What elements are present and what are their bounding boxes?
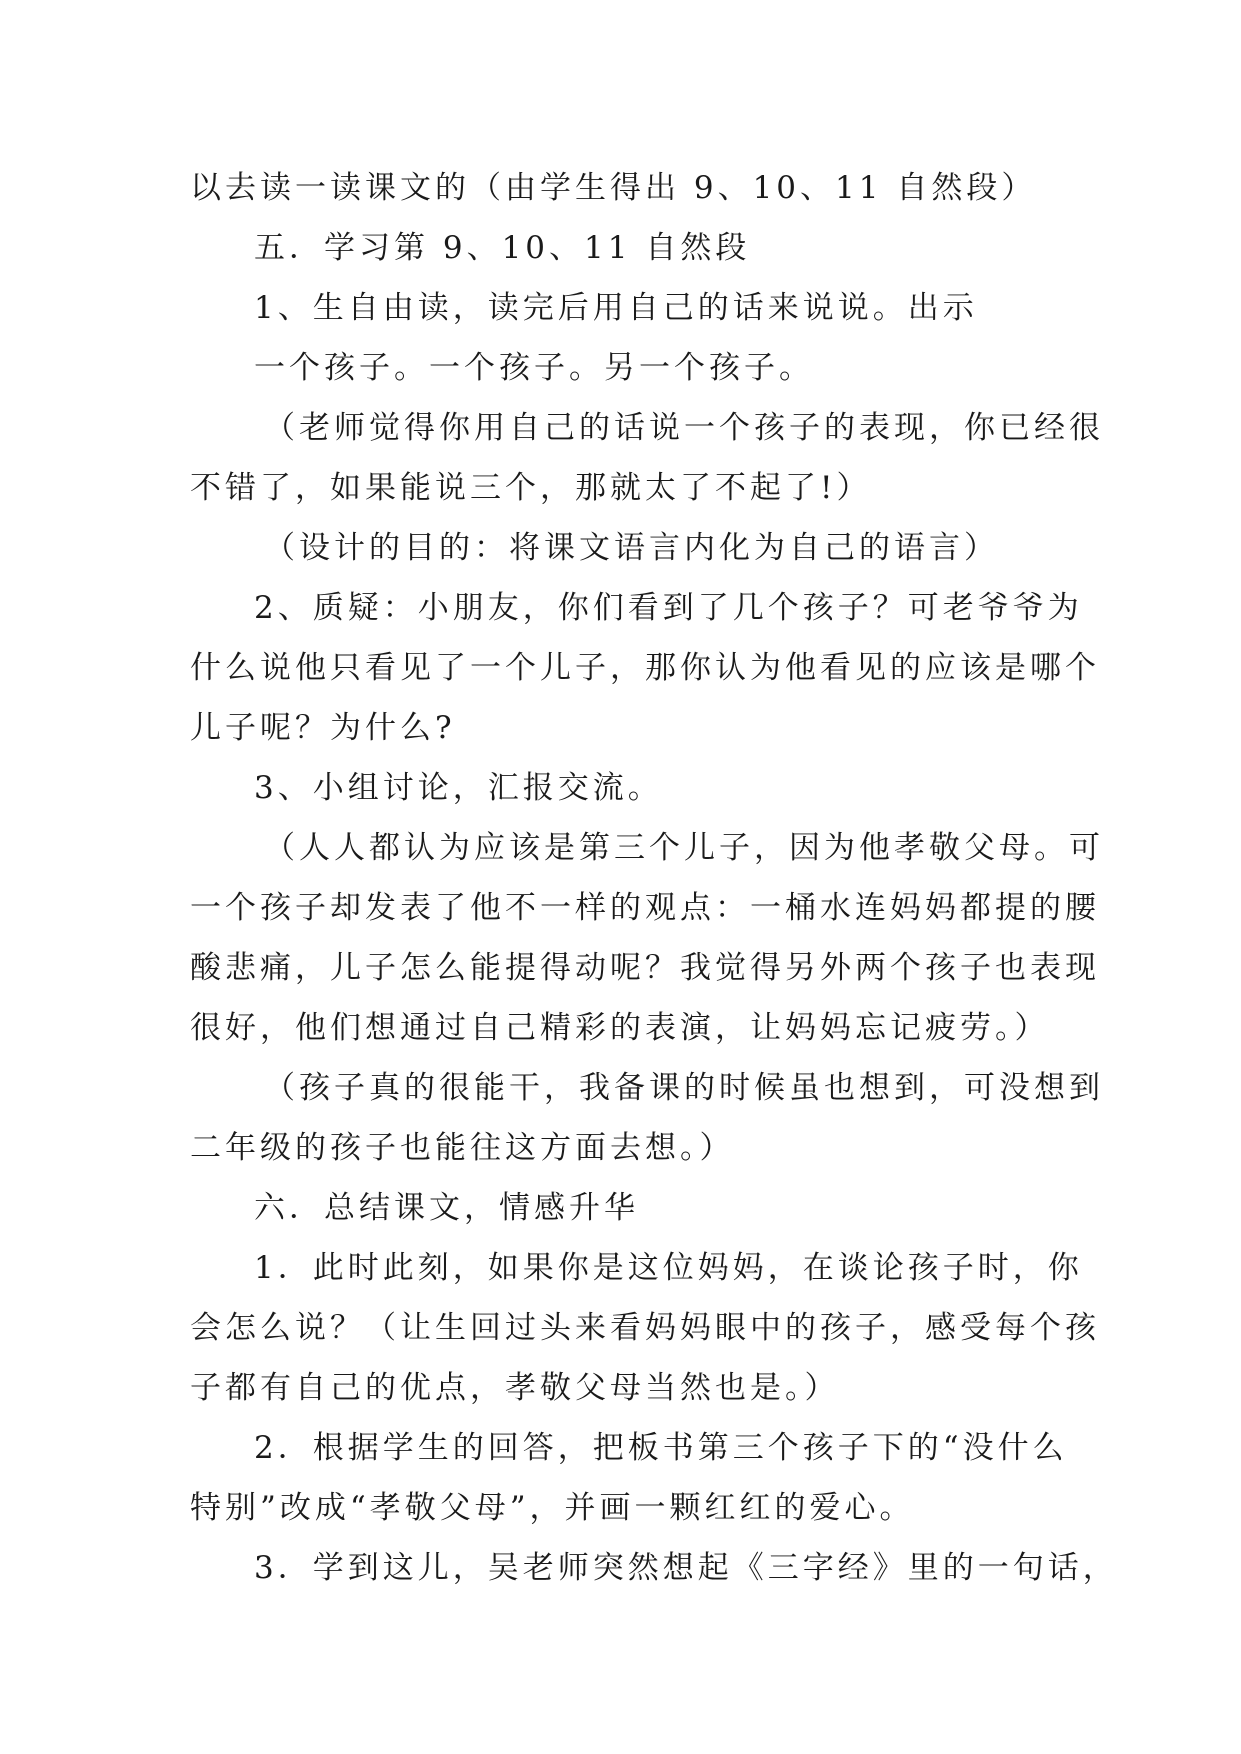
text-line: 很好，他们想通过自己精彩的表演，让妈妈忘记疲劳。） (190, 1010, 1050, 1046)
text-line: 以去读一读课文的（由学生得出 9、10、11 自然段） (190, 170, 1037, 206)
text-line: 一个孩子却发表了他不一样的观点：一桶水连妈妈都提的腰 (190, 890, 1100, 926)
text-line: 特别”改成“孝敬父母”，并画一颗红红的爱心。 (190, 1490, 915, 1526)
text-line: 3．学到这儿，吴老师突然想起《三字经》里的一句话， (254, 1550, 1118, 1586)
text-line: （人人都认为应该是第三个儿子，因为他孝敬父母。可 (264, 830, 1104, 866)
text-line: （老师觉得你用自己的话说一个孩子的表现，你已经很 (264, 410, 1104, 446)
text-line: （孩子真的很能干，我备课的时候虽也想到，可没想到 (264, 1070, 1104, 1106)
section-heading: 六．总结课文，情感升华 (254, 1190, 639, 1226)
text-line: 会怎么说？（让生回过头来看妈妈眼中的孩子，感受每个孩 (190, 1310, 1100, 1346)
text-line: 2、质疑：小朋友，你们看到了几个孩子？可老爷爷为 (254, 590, 1083, 626)
text-line: （设计的目的：将课文语言内化为自己的语言） (264, 530, 999, 566)
document-body (190, 158, 1118, 1598)
text-line: 一个孩子。一个孩子。另一个孩子。 (254, 350, 814, 386)
text-line: 什么说他只看见了一个儿子，那你认为他看见的应该是哪个 (190, 650, 1100, 686)
text-line: 1．此时此刻，如果你是这位妈妈，在谈论孩子时，你 (254, 1250, 1083, 1286)
text-line: 2．根据学生的回答，把板书第三个孩子下的“没什么 (254, 1430, 1068, 1466)
section-heading: 五．学习第 9、10、11 自然段 (254, 230, 751, 266)
text-line: 3、小组讨论，汇报交流。 (254, 770, 663, 806)
text-line: 酸悲痛，儿子怎么能提得动呢？我觉得另外两个孩子也表现 (190, 950, 1100, 986)
text-line: 不错了，如果能说三个，那就太了不起了!） (190, 470, 872, 506)
text-line: 子都有自己的优点，孝敬父母当然也是。） (190, 1370, 840, 1406)
text-line: 二年级的孩子也能往这方面去想。） (190, 1130, 735, 1166)
text-line: 儿子呢？为什么? (190, 710, 456, 746)
text-line: 1、生自由读，读完后用自己的话来说说。出示 (254, 290, 978, 326)
